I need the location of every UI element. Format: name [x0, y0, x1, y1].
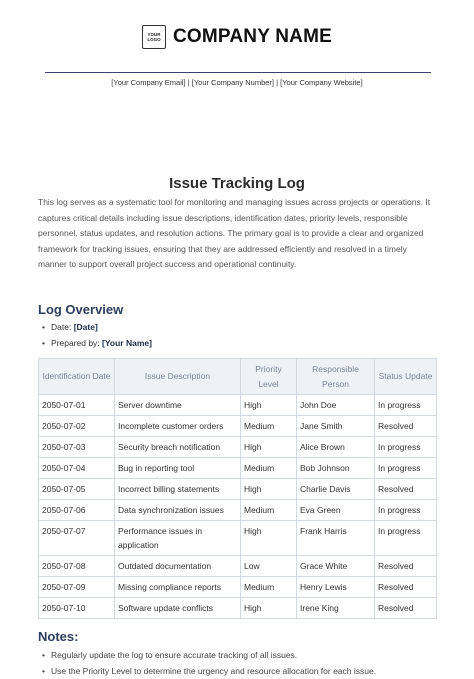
cell-priority: Medium: [241, 416, 297, 437]
cell-status: In progress: [375, 395, 437, 416]
table-row: [39, 458, 437, 479]
cell-priority: Medium: [241, 577, 297, 598]
cell-date: 2050-07-04: [39, 458, 115, 479]
cell-status: Resolved: [375, 416, 437, 437]
table-row: [39, 437, 437, 458]
cell-date: 2050-07-09: [39, 577, 115, 598]
header-divider: [45, 72, 431, 73]
cell-date: 2050-07-07: [39, 521, 115, 556]
column-header-issue-description: Issue Description: [115, 359, 241, 395]
column-header-status-update: Status Update: [375, 359, 437, 395]
cell-date: 2050-07-08: [39, 556, 115, 577]
column-header-priority-level: Priority Level: [241, 359, 297, 395]
cell-person: Irene King: [297, 598, 375, 619]
cell-priority: Medium: [241, 500, 297, 521]
cell-priority: Medium: [241, 458, 297, 479]
company-name: COMPANY NAME: [173, 26, 332, 48]
cell-priority: High: [241, 437, 297, 458]
cell-description: Bug in reporting tool: [115, 458, 241, 479]
issue-log-table: [38, 358, 437, 619]
cell-description: Security breach notification: [115, 437, 241, 458]
cell-priority: Low: [241, 556, 297, 577]
date-item: [42, 320, 152, 336]
cell-person: Eva Green: [297, 500, 375, 521]
cell-person: Charlie Davis: [297, 479, 375, 500]
logo-text-line2: LOGO: [147, 37, 160, 42]
cell-person: Henry Lewis: [297, 577, 375, 598]
cell-status: Resolved: [375, 577, 437, 598]
cell-status: In progress: [375, 458, 437, 479]
cell-date: 2050-07-10: [39, 598, 115, 619]
cell-date: 2050-07-05: [39, 479, 115, 500]
table-row: [39, 556, 437, 577]
prepared-by-label: Prepared by:: [51, 338, 100, 348]
cell-person: Alice Brown: [297, 437, 375, 458]
cell-person: John Doe: [297, 395, 375, 416]
cell-status: In progress: [375, 521, 437, 556]
table-row: [39, 479, 437, 500]
prepared-by-item: [42, 336, 152, 352]
letterhead: [0, 25, 474, 49]
cell-description: Server downtime: [115, 395, 241, 416]
cell-description: Incomplete customer orders: [115, 416, 241, 437]
table-header-row: [39, 359, 437, 395]
table-row: [39, 577, 437, 598]
cell-status: Resolved: [375, 556, 437, 577]
company-contact-line: [Your Company Email] | [Your Company Number] | [Your Company Website]: [0, 78, 474, 87]
cell-person: Frank Harris: [297, 521, 375, 556]
log-overview-heading: Log Overview: [38, 302, 123, 317]
cell-person: Grace White: [297, 556, 375, 577]
cell-person: Bob Johnson: [297, 458, 375, 479]
cell-description: Outdated documentation: [115, 556, 241, 577]
table-row: [39, 416, 437, 437]
notes-heading: Notes:: [38, 629, 78, 644]
note-item: • Regularly update the log to ensure accurate tracking of all issues.: [42, 648, 376, 664]
column-header-identification-date: Identification Date: [39, 359, 115, 395]
table-row: [39, 521, 437, 556]
logo-text-line1: YOUR: [147, 32, 160, 37]
date-label: Date:: [51, 322, 71, 332]
table-row: [39, 500, 437, 521]
cell-priority: High: [241, 521, 297, 556]
cell-date: 2050-07-06: [39, 500, 115, 521]
column-header-responsible-person: Responsible Person: [297, 359, 375, 395]
cell-priority: High: [241, 598, 297, 619]
cell-status: In progress: [375, 437, 437, 458]
cell-status: Resolved: [375, 479, 437, 500]
cell-date: 2050-07-02: [39, 416, 115, 437]
company-logo: [142, 25, 166, 49]
cell-status: In progress: [375, 500, 437, 521]
document-title: Issue Tracking Log: [0, 175, 474, 192]
cell-date: 2050-07-01: [39, 395, 115, 416]
cell-description: Incorrect billing statements: [115, 479, 241, 500]
cell-description: Performance issues in application: [115, 521, 241, 556]
cell-priority: High: [241, 395, 297, 416]
table-row: [39, 598, 437, 619]
cell-description: Missing compliance reports: [115, 577, 241, 598]
cell-date: 2050-07-03: [39, 437, 115, 458]
prepared-by-value: [Your Name]: [102, 338, 152, 348]
cell-description: Data synchronization issues: [115, 500, 241, 521]
notes-list: [42, 648, 376, 679]
cell-status: Resolved: [375, 598, 437, 619]
cell-description: Software update conflicts: [115, 598, 241, 619]
date-value: [Date]: [74, 322, 98, 332]
intro-paragraph: This log serves as a systematic tool for monitoring and managing issues across projects or operations. It captures critical details including issue descriptions, identification dates, priority levels, responsible personnel, status updates, and resolution actions. The primary goal is to provide a clear and organized framework for tracking issues, ensuring that they are addressed efficiently and resolved in a timely manner to support overall project success and operational continuity.: [38, 195, 434, 273]
note-item: • Use the Priority Level to determine the urgency and resource allocation for each issue.: [42, 664, 376, 679]
table-row: [39, 395, 437, 416]
log-overview-list: [42, 320, 152, 351]
cell-person: Jane Smith: [297, 416, 375, 437]
cell-priority: High: [241, 479, 297, 500]
